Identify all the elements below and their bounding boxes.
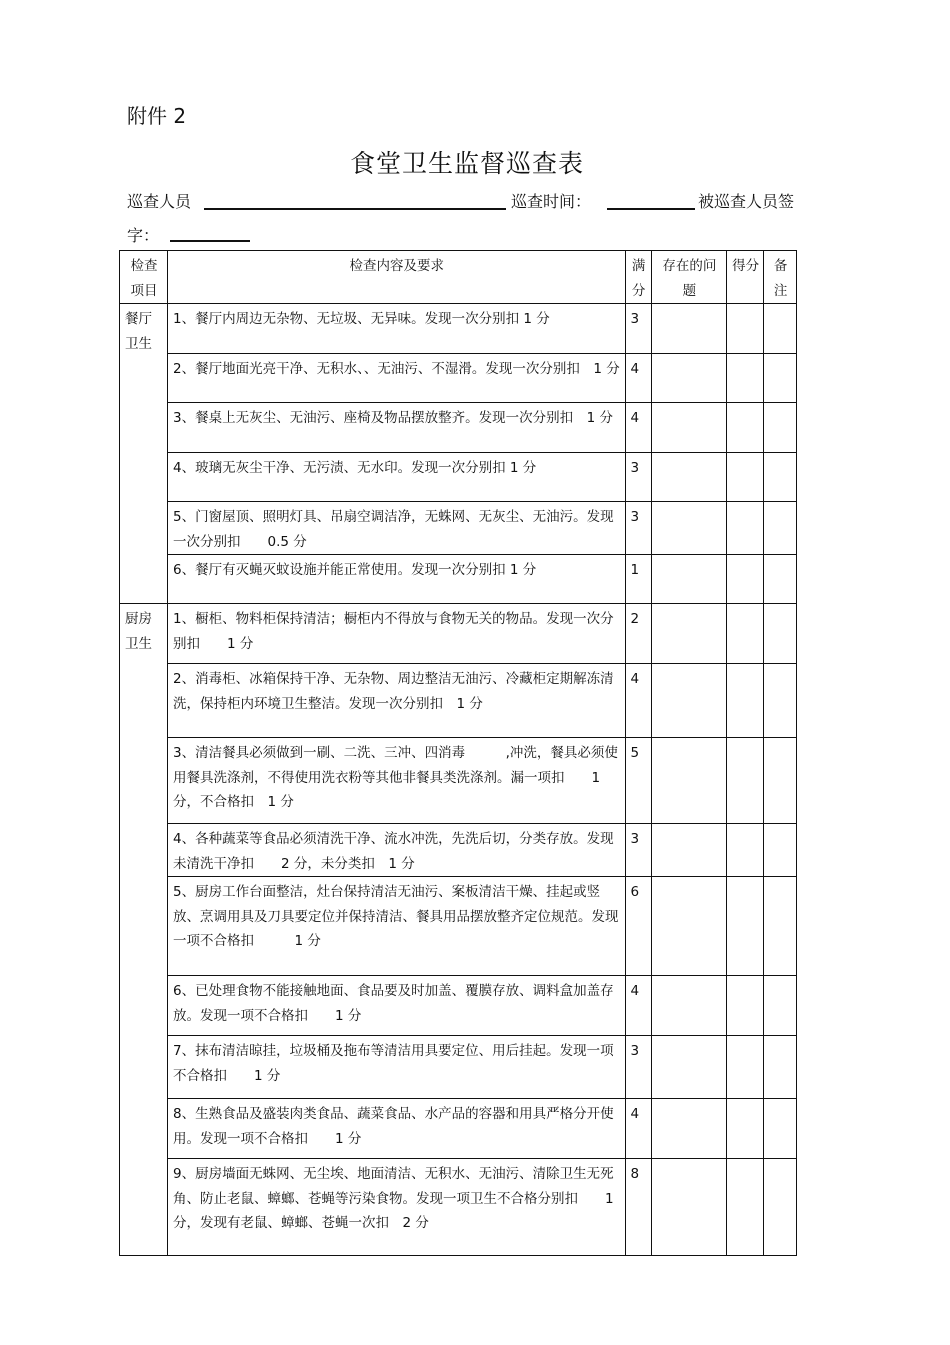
full-score-cell: 4 <box>625 354 651 403</box>
page-title: 食堂卫生监督巡查表 <box>349 149 584 178</box>
notes-cell[interactable] <box>764 877 797 976</box>
table-row <box>120 877 797 976</box>
score-cell[interactable] <box>727 453 764 502</box>
table-row <box>120 1036 797 1099</box>
score-cell[interactable] <box>727 824 764 877</box>
issues-cell[interactable] <box>651 976 726 1036</box>
full-score-cell: 4 <box>625 976 651 1036</box>
full-score-cell: 6 <box>625 877 651 976</box>
full-score-cell: 3 <box>625 304 651 354</box>
notes-cell[interactable] <box>764 664 797 738</box>
issues-cell[interactable] <box>651 354 726 403</box>
issues-cell[interactable] <box>651 1099 726 1159</box>
content-cell: 9、厨房墙面无蛛网、无尘埃、地面清洁、无积水、无油污、清除卫生无死角、防止老鼠、蟑螂、苍蝇等污染食物。发现一项卫生不合格分别扣 1 分，发现有老鼠、蟑螂、苍蝇一次扣 2 分 <box>168 1159 626 1256</box>
full-score-cell: 3 <box>625 1036 651 1099</box>
notes-cell[interactable] <box>764 738 797 824</box>
notes-cell[interactable] <box>764 403 797 453</box>
table-row <box>120 403 797 453</box>
inspector-label: 巡查人员 <box>127 192 192 211</box>
notes-cell[interactable] <box>764 502 797 555</box>
full-score-cell: 1 <box>625 555 651 604</box>
table-row <box>120 824 797 877</box>
score-cell[interactable] <box>727 877 764 976</box>
full-score-cell: 3 <box>625 824 651 877</box>
content-cell: 6、餐厅有灭蝇灭蚊设施并能正常使用。发现一次分别扣 1 分 <box>168 555 626 604</box>
issues-cell[interactable] <box>651 1036 726 1099</box>
score-cell[interactable] <box>727 403 764 453</box>
table-header-row <box>120 251 797 304</box>
table-row <box>120 1099 797 1159</box>
table-row <box>120 555 797 604</box>
content-cell: 4、玻璃无灰尘干净、无污渍、无水印。发现一次分别扣 1 分 <box>168 453 626 502</box>
issues-cell[interactable] <box>651 738 726 824</box>
full-score-cell: 2 <box>625 604 651 664</box>
time-label: 巡查时间： <box>511 192 592 211</box>
issues-cell[interactable] <box>651 403 726 453</box>
signature-label: 被巡查人员签 <box>698 192 795 211</box>
issues-cell[interactable] <box>651 664 726 738</box>
header-category: 检查项目 <box>120 251 168 304</box>
issues-cell[interactable] <box>651 604 726 664</box>
issues-cell[interactable] <box>651 304 726 354</box>
notes-cell[interactable] <box>764 354 797 403</box>
full-score-cell: 4 <box>625 1099 651 1159</box>
table-row <box>120 664 797 738</box>
table-row <box>120 304 797 354</box>
full-score-cell: 5 <box>625 738 651 824</box>
notes-cell[interactable] <box>764 824 797 877</box>
table-row <box>120 976 797 1036</box>
table-row <box>120 1159 797 1256</box>
full-score-cell: 3 <box>625 453 651 502</box>
content-cell: 5、门窗屋顶、照明灯具、吊扇空调洁净，无蛛网、无灰尘、无油污。发现一次分别扣 0.5 分 <box>168 502 626 555</box>
score-cell[interactable] <box>727 1036 764 1099</box>
table-row <box>120 354 797 403</box>
signature-field[interactable] <box>170 240 250 242</box>
notes-cell[interactable] <box>764 1036 797 1099</box>
content-cell: 7、抹布清洁晾挂，垃圾桶及拖布等清洁用具要定位、用后挂起。发现一项不合格扣 1 分 <box>168 1036 626 1099</box>
score-cell[interactable] <box>727 1099 764 1159</box>
issues-cell[interactable] <box>651 877 726 976</box>
score-cell[interactable] <box>727 738 764 824</box>
inspection-table <box>119 250 797 1256</box>
content-cell: 6、已处理食物不能接触地面、食品要及时加盖、覆膜存放、调料盒加盖存放。发现一项不合格扣 1 分 <box>168 976 626 1036</box>
issues-cell[interactable] <box>651 453 726 502</box>
score-cell[interactable] <box>727 502 764 555</box>
table-row <box>120 738 797 824</box>
full-score-cell: 4 <box>625 403 651 453</box>
category-cell: 餐厅卫生 <box>120 304 168 604</box>
header-content: 检查内容及要求 <box>168 251 626 304</box>
notes-cell[interactable] <box>764 1099 797 1159</box>
content-cell: 8、生熟食品及盛装肉类食品、蔬菜食品、水产品的容器和用具严格分开使用。发现一项不合格扣 1 分 <box>168 1099 626 1159</box>
score-cell[interactable] <box>727 976 764 1036</box>
score-cell[interactable] <box>727 304 764 354</box>
notes-cell[interactable] <box>764 555 797 604</box>
notes-cell[interactable] <box>764 604 797 664</box>
full-score-cell: 8 <box>625 1159 651 1256</box>
header-line <box>127 189 827 213</box>
issues-cell[interactable] <box>651 1159 726 1256</box>
notes-cell[interactable] <box>764 304 797 354</box>
score-cell[interactable] <box>727 1159 764 1256</box>
content-cell: 3、清洁餐具必须做到一刷、二洗、三冲、四消毒 ,冲洗，餐具必须使用餐具洗涤剂，不得使用洗衣粉等其他非餐具类洗涤剂。漏一项扣 1 分，不合格扣 1 分 <box>168 738 626 824</box>
signature-line <box>127 223 159 246</box>
notes-cell[interactable] <box>764 1159 797 1256</box>
table-row <box>120 453 797 502</box>
full-score-cell: 3 <box>625 502 651 555</box>
content-cell: 1、橱柜、物料柜保持清洁；橱柜内不得放与食物无关的物品。发现一次分别扣 1 分 <box>168 604 626 664</box>
issues-cell[interactable] <box>651 502 726 555</box>
category-cell: 厨房卫生 <box>120 604 168 1256</box>
time-field[interactable] <box>607 208 695 210</box>
content-cell: 1、餐厅内周边无杂物、无垃圾、无异味。发现一次分别扣 1 分 <box>168 304 626 354</box>
content-cell: 2、餐厅地面光亮干净、无积水、、无油污、不湿滑。发现一次分别扣 1 分 <box>168 354 626 403</box>
score-cell[interactable] <box>727 664 764 738</box>
notes-cell[interactable] <box>764 453 797 502</box>
content-cell: 3、餐桌上无灰尘、无油污、座椅及物品摆放整齐。发现一次分别扣 1 分 <box>168 403 626 453</box>
score-cell[interactable] <box>727 555 764 604</box>
content-cell: 5、厨房工作台面整洁，灶台保持清洁无油污、案板清洁干燥、挂起或竖放、烹调用具及刀具要定位并保持清洁、餐具用品摆放整齐定位规范。发现一项不合格扣 1 分 <box>168 877 626 976</box>
header-score: 得分 <box>727 251 764 304</box>
header-issues: 存在的问题 <box>651 251 726 304</box>
issues-cell[interactable] <box>651 555 726 604</box>
header-full-score: 满分 <box>625 251 651 304</box>
issues-cell[interactable] <box>651 824 726 877</box>
full-score-cell: 4 <box>625 664 651 738</box>
annex-label: 附件 2 <box>127 104 187 128</box>
header-notes: 备注 <box>764 251 797 304</box>
notes-cell[interactable] <box>764 976 797 1036</box>
table-row <box>120 502 797 555</box>
inspector-field[interactable] <box>204 208 506 210</box>
content-cell: 4、各种蔬菜等食品必须清洗干净、流水冲洗，先洗后切，分类存放。发现未清洗干净扣 2 分，未分类扣 1 分 <box>168 824 626 877</box>
score-cell[interactable] <box>727 354 764 403</box>
score-cell[interactable] <box>727 604 764 664</box>
table-row <box>120 604 797 664</box>
signature-label-cont: 字： <box>127 226 160 245</box>
content-cell: 2、消毒柜、冰箱保持干净、无杂物、周边整洁无油污、冷藏柜定期解冻清洗，保持柜内环境卫生整洁。发现一次分别扣 1 分 <box>168 664 626 738</box>
